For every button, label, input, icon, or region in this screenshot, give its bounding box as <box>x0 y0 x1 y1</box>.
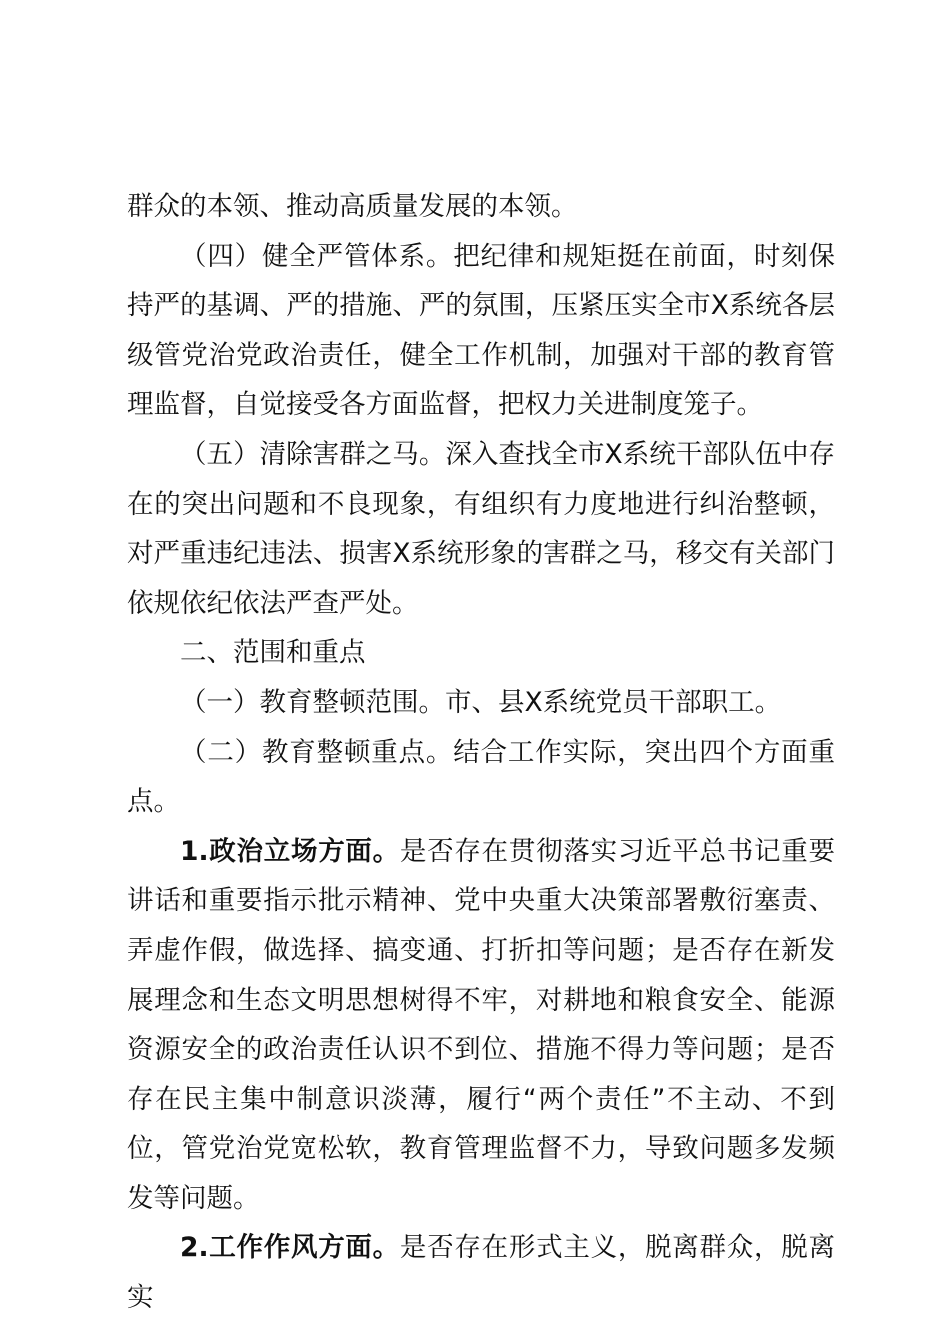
paragraph-work-style <box>127 1223 835 1322</box>
paragraph-lead: 2.工作作风方面。 <box>180 1232 400 1264</box>
paragraph-text: 群众的本领、推动高质量发展的本领。 <box>127 191 578 222</box>
document-body <box>127 182 835 1323</box>
section-heading-text: 二、范围和重点 <box>180 637 366 669</box>
paragraph-continuation <box>127 182 835 232</box>
paragraph-text: 是否存在贯彻落实习近平总书记重要讲话和重要指示批示精神、党中央重大决策部署敷衍塞责、弄虚作假，做选择、搞变通、打折扣等问题；是否存在新发展理念和生态文明思想树得不牢，对耕地和粮食安全、能源资源安全的政治责任认识不到位、措施不得力等问题；是否存在民主集中制意识淡薄，履行“两个责任”不主动、不到位，管党治党宽松软，教育管理监督不力，导致问题多发频发等问题。 <box>127 835 835 1214</box>
paragraph-lead: 1.政治立场方面。 <box>180 835 400 867</box>
section-heading-scope <box>127 628 835 678</box>
paragraph-focus <box>127 728 835 827</box>
paragraph-text: （二）教育整顿重点。结合工作实际，突出四个方面重点。 <box>127 736 835 818</box>
paragraph-political-stance <box>127 827 835 1224</box>
paragraph-remove-bad-elements <box>127 430 835 628</box>
paragraph-text: （一）教育整顿范围。市、县X系统党员干部职工。 <box>180 686 782 718</box>
paragraph-text: （五）清除害群之马。深入查找全市X系统干部队伍中存在的突出问题和不良现象，有组织有力度地进行纠治整顿，对严重违纪违法、损害X系统形象的害群之马，移交有关部门依规依纪依法严查严处。 <box>127 438 835 619</box>
paragraph-text: 是否存在形式主义，脱离群众，脱离实 <box>127 1232 835 1314</box>
paragraph-scope <box>127 678 835 728</box>
paragraph-strict-management <box>127 232 835 430</box>
paragraph-text: （四）健全严管体系。把纪律和规矩挺在前面，时刻保持严的基调、严的措施、严的氛围，压紧压实全市X系统各层级管党治党政治责任，健全工作机制，加强对干部的教育管理监督，自觉接受各方面监督，把权力关进制度笼子。 <box>127 240 835 421</box>
